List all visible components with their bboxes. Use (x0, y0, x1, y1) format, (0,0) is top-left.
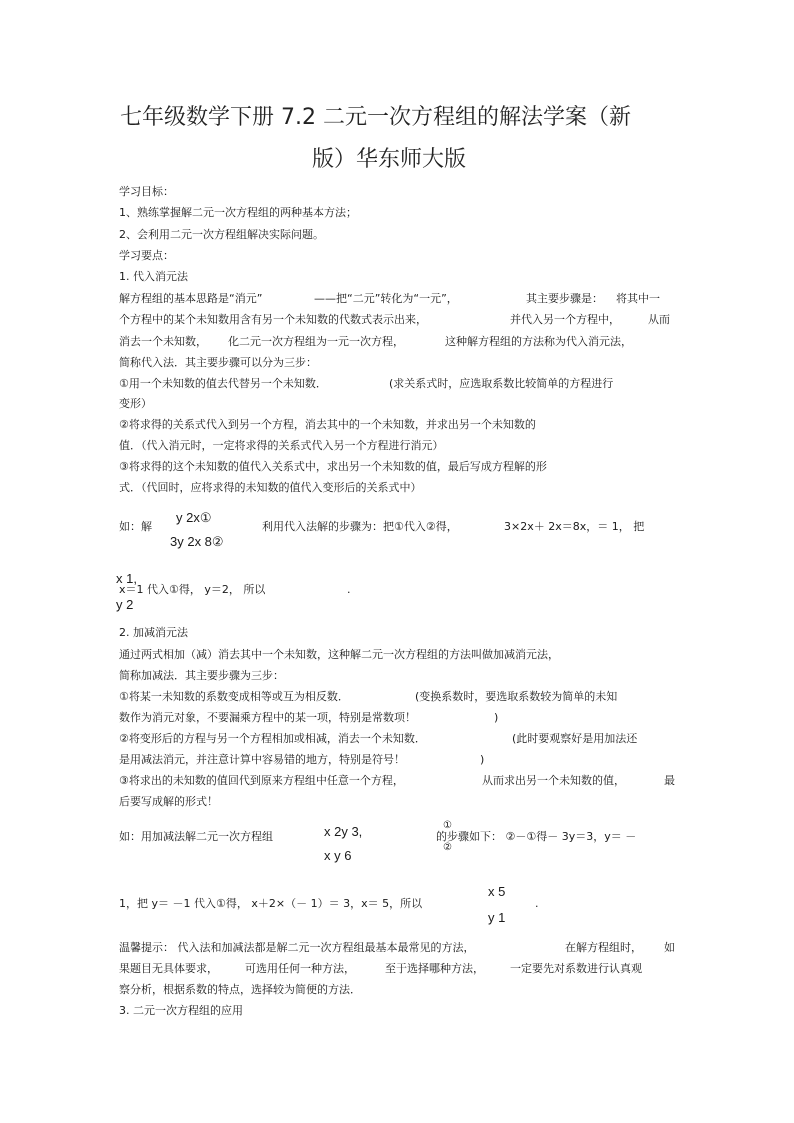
example-1-substitution: x＝1 代入①得， y＝2， 所以 (119, 583, 266, 596)
document-title-line-1: 七年级数学下册 7.2 二元一次方程组的解法学案（新 (120, 105, 631, 130)
step-2-text: ②将求得的关系式代入到另一个方程，消去其中的一个未知数，并求出另一个未知数的 (119, 418, 536, 431)
equation-mark-1: ① (443, 820, 452, 831)
step-1-note: 数作为消元对象，不要漏乘方程中的某一项，特别是常数项！ (119, 711, 416, 724)
equation-system-2-line-1: x 2y 3, (324, 824, 363, 839)
tip-text: 如 (664, 941, 675, 954)
section-1-text: 并代入另一个方程中， (510, 313, 620, 326)
section-1-text: 其主要步骤是： (526, 292, 603, 305)
section-1-text: 消去一个未知数， (119, 335, 207, 348)
step-1-note: (求关系式时，应选取系数比较简单的方程进行 (389, 377, 614, 390)
step-3-text: 后要写成解的形式！ (119, 795, 218, 808)
example-2-label: 如：用加减法解二元一次方程组 (119, 830, 273, 843)
tip-text: 一定要先对系数进行认真观 (510, 962, 642, 975)
step-3-text: 从而求出另一个未知数的值， (482, 774, 625, 787)
points-heading: 学习要点： (119, 249, 174, 262)
step-2-note: 是用减法消元，并注意计算中容易错的地方，特别是符号！ (119, 753, 405, 766)
step-3-text: ③将求出的未知数的值回代到原来方程组中任意一个方程， (119, 774, 404, 787)
step-1-text: ①将某一未知数的系数变成相等或互为相反数． (119, 690, 349, 703)
tip-text: 果题目无具体要求， (119, 962, 218, 975)
step-2-note: (此时要观察好是用加法还 (512, 732, 638, 745)
example-2-period: . (535, 897, 539, 910)
section-1-text: 简称代入法．其主要步骤可以分为三步： (119, 356, 317, 369)
step-2-text: ②将变形后的方程与另一个方程相加或相减，消去一个未知数． (119, 732, 426, 745)
step-3-text: 最 (664, 774, 675, 787)
example-1-calculation: 3×2x＋ 2x＝8x，＝ 1， 把 (504, 520, 645, 533)
section-1-text: 化二元一次方程组为一元一次方程， (228, 335, 404, 348)
goal-item-1: 1、熟练掌握解二元一次方程组的两种基本方法； (119, 206, 357, 219)
equation-system-1-line-1: y 2x① (176, 510, 212, 525)
example-1-steps: 利用代入法解的步骤为：把①代入②得， (262, 520, 458, 533)
section-1-text: 个方程中的某个未知数用含有另一个未知数的代数式表示出来， (119, 313, 427, 326)
solution-2-x: x 5 (488, 884, 506, 899)
step-2-note-end: ) (480, 753, 485, 766)
section-1-text: 将其中一 (616, 292, 660, 305)
solution-2-y: y 1 (488, 910, 506, 925)
section-2-heading: 2. 加减消元法 (119, 626, 188, 639)
section-1-text: 从而 (648, 313, 670, 326)
step-3-note: 式．（代回时，应将求得的未知数的值代入变形后的关系式中） (119, 481, 422, 494)
section-1-text: ——把“二元”转化为“一元”， (314, 292, 458, 305)
equation-system-1-line-2: 3y 2x 8② (170, 534, 224, 549)
step-2-note: 值．（代入消元时，一定将求得的关系式代入另一个方程进行消元） (119, 439, 444, 452)
example-2-substitution: 1，把 y＝ －1 代入①得， x＋2×（－ 1）＝ 3，x＝ 5，所以 (119, 897, 423, 910)
example-2-steps: 的步骤如下： ②－①得－ 3y＝3，y＝ － (436, 830, 637, 843)
section-1-heading: 1. 代入消元法 (119, 270, 188, 283)
step-1-text: ①用一个未知数的值去代替另一个未知数． (119, 377, 327, 390)
solution-1-x: x 1, (116, 571, 137, 586)
step-1-note: 变形） (119, 397, 152, 410)
tip-text: 至于选择哪种方法， (385, 962, 484, 975)
goal-item-2: 2、会利用二元一次方程组解决实际问题。 (119, 228, 324, 241)
tip-text: 在解方程组时， (565, 941, 642, 954)
tip-text: 察分析，根据系数的特点，选择较为简便的方法． (119, 983, 361, 996)
solution-1-y: y 2 (116, 597, 134, 612)
tip-text: 温馨提示： 代入法和加减法都是解二元一次方程组最基本最常见的方法， (119, 941, 475, 954)
section-3-heading: 3. 二元一次方程组的应用 (119, 1004, 243, 1017)
goals-heading: 学习目标： (119, 185, 174, 198)
document-title-line-2: 版）华东师大版 (312, 147, 467, 172)
example-1-period: . (347, 583, 351, 596)
step-1-note-end: ) (494, 711, 499, 724)
section-1-text: 解方程组的基本思路是“消元” (119, 292, 263, 305)
section-1-text: 这种解方程组的方法称为代入消元法， (445, 335, 632, 348)
tip-text: 可选用任何一种方法， (245, 962, 355, 975)
equation-mark-2: ② (443, 842, 452, 853)
equation-system-2-line-2: x y 6 (324, 848, 352, 863)
step-1-note: (变换系数时，要选取系数较为简单的未知 (415, 690, 618, 703)
example-1-label: 如：解 (119, 520, 152, 533)
step-3-text: ③将求得的这个未知数的值代入关系式中，求出另一个未知数的值，最后写成方程解的形 (119, 460, 547, 473)
section-2-text: 通过两式相加（减）消去其中一个未知数，这种解二元一次方程组的方法叫做加减消元法， (119, 648, 559, 661)
section-2-text: 简称加减法．其主要步骤为三步： (119, 669, 284, 682)
